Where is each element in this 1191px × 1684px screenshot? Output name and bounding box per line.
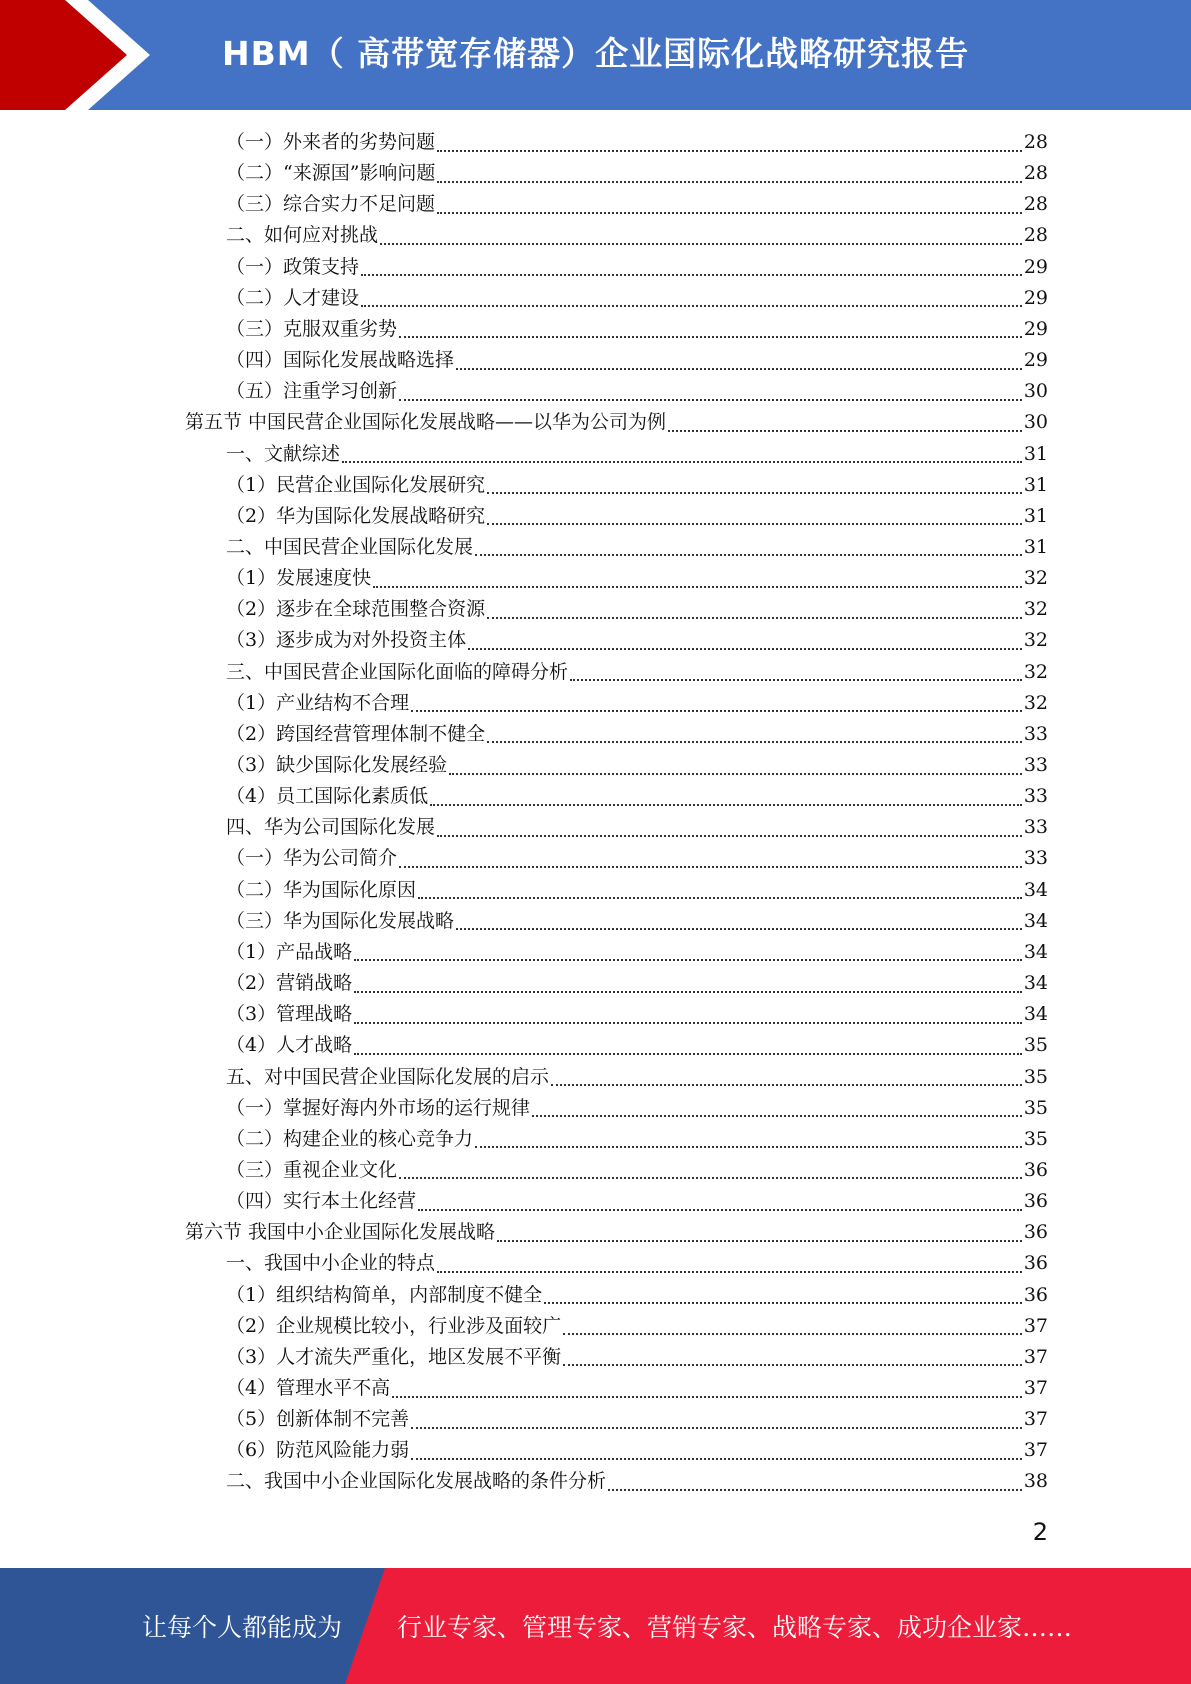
- toc-entry-page: 34: [1023, 972, 1048, 995]
- toc-entry-title: （四）国际化发展战略选择: [226, 349, 455, 372]
- toc-entry-title: （1）产业结构不合理: [226, 691, 410, 714]
- toc-entry[interactable]: [226, 875, 1048, 906]
- toc-entry-title: （2）企业规模比较小，行业涉及面较广: [226, 1314, 562, 1337]
- toc-entry[interactable]: [226, 470, 1048, 501]
- toc-entry[interactable]: [226, 843, 1048, 874]
- toc-section-entry[interactable]: [185, 1217, 1048, 1248]
- toc-dot-leader: [668, 430, 1022, 432]
- toc-entry[interactable]: [226, 1248, 1048, 1279]
- toc-entry-page: 37: [1023, 1377, 1048, 1399]
- toc-entry[interactable]: [226, 439, 1048, 470]
- toc-entry-title: （3）缺少国际化发展经验: [226, 754, 448, 776]
- toc-entry-title: 二、中国民营企业国际化发展: [226, 535, 474, 558]
- toc-entry[interactable]: [226, 937, 1048, 968]
- toc-dot-leader: [399, 866, 1022, 868]
- toc-entry-title: （四）实行本土化经营: [226, 1190, 417, 1213]
- toc-entry-page: 30: [1023, 380, 1048, 403]
- toc-entry[interactable]: [226, 750, 1048, 781]
- toc-entry-page: 33: [1023, 847, 1048, 870]
- toc-entry-page: 34: [1023, 1003, 1048, 1026]
- toc-entry[interactable]: [226, 1280, 1048, 1311]
- footer-slogan-left: 让每个人都能成为: [142, 1613, 343, 1642]
- toc-entry[interactable]: [226, 906, 1048, 937]
- toc-entry-page: 30: [1023, 411, 1048, 434]
- toc-dot-leader: [563, 1364, 1022, 1366]
- toc-entry-page: 38: [1023, 1470, 1048, 1493]
- toc-entry[interactable]: [226, 812, 1048, 843]
- toc-entry-title: （1）发展速度快: [226, 567, 372, 590]
- toc-entry[interactable]: [226, 719, 1048, 750]
- toc-dot-leader: [399, 399, 1022, 401]
- toc-entry-page: 35: [1023, 1096, 1048, 1119]
- toc-entry-page: 35: [1023, 1127, 1048, 1150]
- toc-entry[interactable]: [226, 220, 1048, 251]
- toc-dot-leader: [411, 710, 1022, 712]
- toc-dot-leader: [411, 1427, 1022, 1429]
- toc-entry-title: （三）华为国际化发展战略: [226, 909, 455, 932]
- toc-dot-leader: [399, 336, 1022, 338]
- toc-entry-title: （2）华为国际化发展战略研究: [226, 504, 486, 527]
- toc-entry-page: 37: [1023, 1439, 1048, 1462]
- toc-dot-leader: [411, 1458, 1022, 1460]
- toc-entry[interactable]: [226, 999, 1048, 1030]
- toc-section-entry[interactable]: [185, 407, 1048, 438]
- toc-entry[interactable]: [226, 1186, 1048, 1217]
- toc-entry-page: 35: [1023, 1065, 1048, 1088]
- toc-entry[interactable]: [226, 1155, 1048, 1186]
- toc-entry-title: （1）民营企业国际化发展研究: [226, 473, 486, 496]
- toc-entry[interactable]: [226, 594, 1048, 625]
- toc-entry-title: 第五节 中国民营企业国际化发展战略——以华为公司为例: [185, 411, 667, 434]
- toc-entry-title: （二）人才建设: [226, 286, 360, 309]
- toc-entry-title: 五、对中国民营企业国际化发展的启示: [226, 1065, 550, 1088]
- toc-entry[interactable]: [226, 1124, 1048, 1155]
- toc-entry-page: 29: [1023, 255, 1048, 278]
- toc-entry-page: 28: [1023, 131, 1048, 153]
- toc-entry-title: （一）外来者的劣势问题: [226, 131, 436, 153]
- toc-entry-title: （三）综合实力不足问题: [226, 193, 436, 216]
- report-title: HBM（ 高带宽存储器）企业国际化战略研究报告: [222, 34, 970, 73]
- toc-dot-leader: [437, 212, 1022, 214]
- toc-entry-page: 34: [1023, 878, 1048, 901]
- toc-dot-leader: [570, 679, 1022, 681]
- toc-entry-title: （1）组织结构简单，内部制度不健全: [226, 1283, 543, 1306]
- toc-entry[interactable]: [226, 376, 1048, 407]
- toc-entry-title: （2）逐步在全球范围整合资源: [226, 598, 486, 621]
- toc-dot-leader: [361, 274, 1022, 276]
- toc-entry-title: （2）营销战略: [226, 972, 353, 995]
- toc-entry[interactable]: [226, 252, 1048, 283]
- toc-entry[interactable]: [226, 1311, 1048, 1342]
- toc-entry-page: 32: [1023, 567, 1048, 590]
- toc-entry[interactable]: [226, 189, 1048, 220]
- toc-entry[interactable]: [226, 158, 1048, 189]
- toc-dot-leader: [437, 1271, 1022, 1273]
- toc-entry[interactable]: [226, 532, 1048, 563]
- toc-entry[interactable]: [226, 1093, 1048, 1124]
- toc-entry-page: 29: [1023, 286, 1048, 309]
- toc-entry-title: （2）跨国经营管理体制不健全: [226, 722, 486, 745]
- toc-entry-page: 33: [1023, 785, 1048, 808]
- toc-dot-leader: [487, 741, 1022, 743]
- header-red-arrow: [0, 0, 130, 110]
- toc-entry-page: 32: [1023, 629, 1048, 652]
- toc-dot-leader: [392, 1396, 1022, 1398]
- toc-entry-page: 32: [1023, 598, 1048, 621]
- toc-entry-page: 36: [1023, 1190, 1048, 1213]
- toc-entry[interactable]: [226, 1030, 1048, 1061]
- toc-dot-leader: [487, 617, 1022, 619]
- toc-dot-leader: [608, 1489, 1022, 1491]
- toc-entry[interactable]: [226, 625, 1048, 656]
- toc-entry[interactable]: [226, 657, 1048, 688]
- toc-entry-title: （一）华为公司简介: [226, 847, 398, 870]
- toc-entry-title: （二）“来源国”影响问题: [226, 162, 436, 185]
- toc-entry-page: 33: [1023, 754, 1048, 776]
- toc-entry[interactable]: [226, 1435, 1048, 1466]
- toc-entry-title: 四、华为公司国际化发展: [226, 816, 436, 839]
- toc-dot-leader: [361, 305, 1022, 307]
- toc-dot-leader: [456, 368, 1022, 370]
- toc-dot-leader: [342, 461, 1022, 463]
- toc-entry-title: （一）政策支持: [226, 255, 360, 278]
- toc-entry-page: 33: [1023, 816, 1048, 839]
- toc-dot-leader: [354, 959, 1022, 961]
- toc-entry-page: 37: [1023, 1345, 1048, 1368]
- toc-entry-page: 28: [1023, 193, 1048, 216]
- toc-entry-page: 28: [1023, 224, 1048, 247]
- toc-entry-page: 37: [1023, 1314, 1048, 1337]
- toc-dot-leader: [437, 181, 1021, 183]
- toc-entry-title: （3）逐步成为对外投资主体: [226, 629, 467, 652]
- toc-entry[interactable]: [226, 1342, 1048, 1373]
- page-number: 2: [1032, 1518, 1048, 1546]
- toc-entry-title: 一、我国中小企业的特点: [226, 1252, 436, 1275]
- toc-entry-page: 31: [1023, 535, 1048, 558]
- toc-dot-leader: [437, 150, 1022, 152]
- toc-dot-leader: [475, 554, 1022, 556]
- toc-entry[interactable]: [226, 1404, 1048, 1435]
- toc-dot-leader: [468, 648, 1022, 650]
- toc-dot-leader: [487, 492, 1022, 494]
- toc-entry[interactable]: [226, 314, 1048, 345]
- toc-dot-leader: [563, 1333, 1022, 1335]
- toc-entry-page: 36: [1023, 1283, 1048, 1306]
- toc-entry-title: （5）创新体制不完善: [226, 1408, 410, 1431]
- toc-dot-leader: [418, 897, 1022, 899]
- toc-entry[interactable]: [226, 688, 1048, 719]
- toc-dot-leader: [437, 835, 1022, 837]
- toc-dot-leader: [399, 1177, 1022, 1179]
- toc-entry-title: 第六节 我国中小企业国际化发展战略: [185, 1221, 496, 1244]
- toc-entry-page: 29: [1023, 317, 1048, 340]
- toc-entry-title: （1）产品战略: [226, 940, 353, 963]
- toc-entry-page: 28: [1023, 162, 1048, 185]
- toc-dot-leader: [532, 1115, 1022, 1117]
- toc-entry-page: 32: [1023, 691, 1048, 714]
- toc-entry-page: 36: [1023, 1221, 1048, 1244]
- toc-entry-title: 二、我国中小企业国际化发展战略的条件分析: [226, 1470, 607, 1493]
- toc-entry-page: 32: [1023, 660, 1048, 683]
- toc-dot-leader: [551, 1084, 1022, 1086]
- toc-dot-leader: [456, 928, 1022, 930]
- toc-entry[interactable]: [226, 1373, 1048, 1404]
- toc-entry-page: 35: [1023, 1034, 1048, 1057]
- toc-entry-page: 37: [1023, 1408, 1048, 1431]
- toc-entry-title: （4）人才战略: [226, 1034, 353, 1057]
- toc-dot-leader: [487, 523, 1022, 525]
- toc-entry-title: （三）克服双重劣势: [226, 317, 398, 340]
- toc-entry-title: （3）管理战略: [226, 1003, 353, 1026]
- toc-entry[interactable]: [226, 1466, 1048, 1497]
- toc-dot-leader: [354, 991, 1022, 993]
- toc-entry-title: 一、文献综述: [226, 442, 341, 465]
- toc-entry[interactable]: [226, 968, 1048, 999]
- toc-entry-title: （五）注重学习创新: [226, 380, 398, 403]
- toc-entry-title: （一）掌握好海内外市场的运行规律: [226, 1096, 531, 1119]
- toc-entry[interactable]: [226, 345, 1048, 376]
- toc-entry[interactable]: [226, 563, 1048, 594]
- toc-entry-page: 36: [1023, 1252, 1048, 1275]
- toc-entry-page: 36: [1023, 1158, 1048, 1181]
- toc-entry-title: （3）人才流失严重化，地区发展不平衡: [226, 1345, 562, 1368]
- toc-entry[interactable]: [226, 1062, 1048, 1093]
- toc-entry-page: 34: [1023, 909, 1048, 932]
- toc-dot-leader: [449, 773, 1022, 775]
- toc-entry[interactable]: [226, 127, 1048, 158]
- toc-dot-leader: [380, 243, 1022, 245]
- report-header: [0, 0, 1191, 110]
- toc-entry-title: （二）华为国际化原因: [226, 878, 417, 901]
- toc-entry-page: 34: [1023, 940, 1048, 963]
- toc-entry[interactable]: [226, 781, 1048, 812]
- toc-dot-leader: [354, 1022, 1022, 1024]
- toc-entry-title: （4）管理水平不高: [226, 1377, 391, 1399]
- toc-dot-leader: [497, 1240, 1022, 1242]
- toc-entry-title: 二、如何应对挑战: [226, 224, 379, 247]
- toc-entry-title: （二）构建企业的核心竞争力: [226, 1127, 474, 1150]
- toc-entry-page: 31: [1023, 473, 1048, 496]
- toc-entry-title: 三、中国民营企业国际化面临的障碍分析: [226, 660, 569, 683]
- toc-entry[interactable]: [226, 501, 1048, 532]
- toc-dot-leader: [373, 586, 1022, 588]
- toc-dot-leader: [418, 1209, 1022, 1211]
- toc-entry-page: 31: [1023, 442, 1048, 465]
- toc-entry-title: （6）防范风险能力弱: [226, 1439, 410, 1462]
- footer-banner: [0, 1568, 1191, 1684]
- toc-entry[interactable]: [226, 283, 1048, 314]
- toc-entry-page: 33: [1023, 722, 1048, 745]
- toc-dot-leader: [475, 1146, 1022, 1148]
- toc-entry-page: 29: [1023, 349, 1048, 372]
- toc-entry-page: 31: [1023, 504, 1048, 527]
- footer-slogan-right: 行业专家、管理专家、营销专家、战略专家、成功企业家……: [397, 1613, 1073, 1642]
- toc-dot-leader: [430, 804, 1022, 806]
- toc-entry-title: （三）重视企业文化: [226, 1158, 398, 1181]
- toc-entry-title: （4）员工国际化素质低: [226, 785, 429, 808]
- toc-dot-leader: [354, 1053, 1022, 1055]
- toc-dot-leader: [544, 1302, 1022, 1304]
